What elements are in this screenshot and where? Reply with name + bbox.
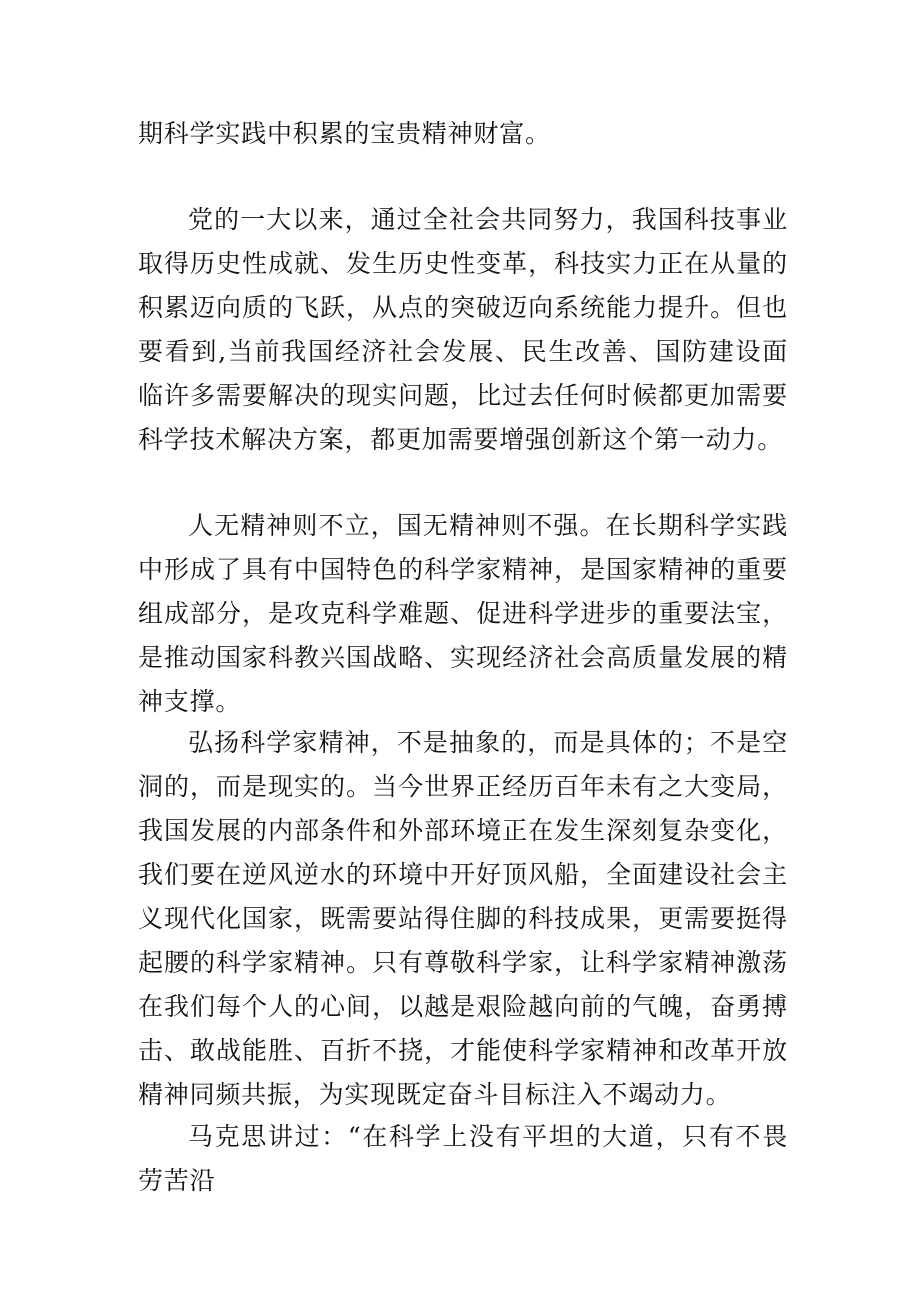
paragraph-marx-quote: 马克思讲过：“在科学上没有平坦的大道，只有不畏劳苦沿 [138,1122,788,1195]
paragraph-continuation: 期科学实践中积累的宝贵精神财富。 [138,119,551,148]
paragraph-promote-scientist-spirit: 弘扬科学家精神，不是抽象的，而是具体的；不是空洞的，而是现实的。当今世界正经历百年未有之大变局，我国发展的内部条件和外部环境正在发生深刻复杂变化，我们要在逆风逆水的环境中开好顶风船，全面建设社会主义现代化国家，既需要站得住脚的科技成果，更需要挺得起腰的科学家精神。只有尊敬科学家，让科学家精神激荡在我们每个人的心间，以越是艰险越向前的气魄，奋勇搏击、敢战能胜、百折不挠，才能使科学家精神和改革开放精神同频共振，为实现既定奋斗目标注入不竭动力。 [138,728,788,1109]
paragraph-national-spirit: 人无精神则不立，国无精神则不强。在长期科学实践中形成了具有中国特色的科学家精神，是国家精神的重要组成部分，是攻克科学难题、促进科学进步的重要法宝，是推动国家科教兴国战略、实现经济社会高质量发展的精神支撑。 [138,511,788,716]
paragraph-tech-achievements: 党的一大以来，通过全社会共同努力，我国科技事业取得历史性成就、发生历史性变革，科技实力正在从量的积累迈向质的飞跃，从点的突破迈向系统能力提升。但也要看到,当前我国经济社会发展、民生改善、国防建设面临许多需要解决的现实问题，比过去任何时候都更加需要科学技术解决方案，都更加需要增强创新这个第一动力。 [138,205,788,454]
